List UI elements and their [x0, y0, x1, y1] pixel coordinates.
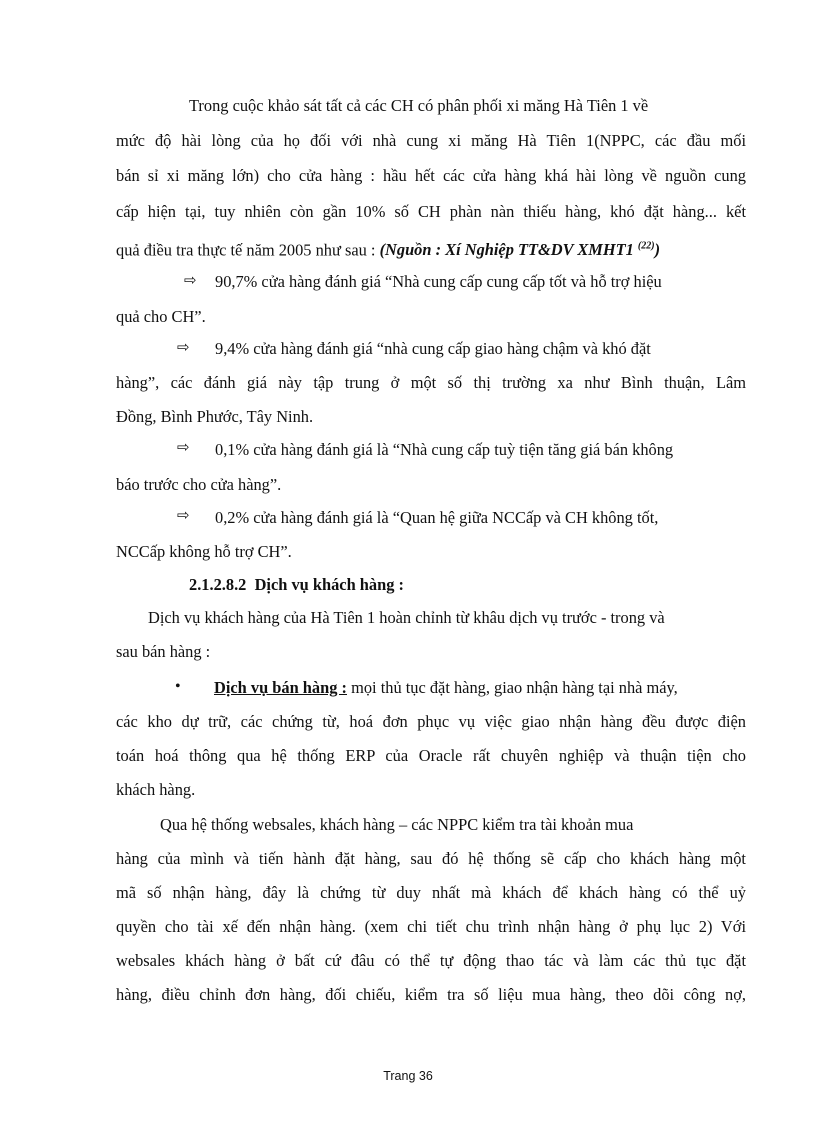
- para1-line5: [116, 237, 660, 260]
- source-close: ): [654, 240, 661, 260]
- finding-1-line2: quả cho CH”.: [116, 307, 206, 326]
- source-citation: [380, 240, 660, 259]
- bullet-line2: các kho dự trữ, các chứng từ, hoá đơn phục vụ việc giao nhận hàng đều được điện: [116, 712, 746, 731]
- para2-line4: quyền cho tài xế đến nhận hàng. (xem chi tiết chu trình nhận hàng ở phụ lục 2) Với: [116, 917, 746, 936]
- bullet-line3: toán hoá thông qua hệ thống ERP của Oracle rất chuyên nghiệp và thuận tiện cho: [116, 746, 746, 765]
- section-title: Dịch vụ khách hàng :: [254, 575, 404, 594]
- para1-line4: cấp hiện tại, tuy nhiên còn gần 10% số CH phàn nàn thiếu hàng, khó đặt hàng... kết: [116, 202, 746, 221]
- arrow-icon: ⇨: [177, 338, 190, 356]
- bullet-icon: •: [175, 678, 181, 695]
- finding-4-line2: NCCấp không hỗ trợ CH”.: [116, 542, 292, 561]
- para1-line3: bán sỉ xi măng lớn) cho cửa hàng : hầu hết các cửa hàng khá hài lòng về nguồn cung: [116, 166, 746, 185]
- para2-line1: Qua hệ thống websales, khách hàng – các NPPC kiểm tra tài khoản mua: [160, 815, 634, 834]
- finding-1-line1: 90,7% cửa hàng đánh giá “Nhà cung cấp cung cấp tốt và hỗ trợ hiệu: [215, 272, 662, 291]
- source-ref: (22): [637, 241, 655, 252]
- para2-line2: hàng của mình và tiến hành đặt hàng, sau đó hệ thống sẽ cấp cho khách hàng một: [116, 849, 746, 868]
- para1-line5-text: quả điều tra thực tế năm 2005 như sau :: [116, 240, 376, 260]
- source-text: (Nguồn : Xí Nghiệp TT&DV XMHT1: [379, 240, 634, 260]
- bullet-line1-text: mọi thủ tục đặt hàng, giao nhận hàng tại nhà máy,: [347, 678, 678, 697]
- para2-line5: websales khách hàng ở bất cứ đâu có thể tự động thao tác và làm các thủ tục đặt: [116, 951, 746, 970]
- finding-2-line1: 9,4% cửa hàng đánh giá “nhà cung cấp giao hàng chậm và khó đặt: [215, 339, 651, 358]
- finding-3-line2: báo trước cho cửa hàng”.: [116, 475, 282, 494]
- arrow-icon: ⇨: [184, 271, 197, 289]
- intro-line2: sau bán hàng :: [116, 642, 211, 661]
- section-heading: [189, 575, 404, 595]
- bullet-line1: [214, 678, 678, 698]
- finding-4-line1: 0,2% cửa hàng đánh giá là “Quan hệ giữa NCCấp và CH không tốt,: [215, 508, 659, 527]
- finding-2-line2: hàng”, các đánh giá này tập trung ở một số thị trường xa như Bình thuận, Lâm: [116, 373, 746, 392]
- section-number: 2.1.2.8.2: [189, 575, 247, 594]
- finding-3-line1: 0,1% cửa hàng đánh giá là “Nhà cung cấp tuỳ tiện tăng giá bán không: [215, 440, 674, 459]
- finding-2-line3: Đồng, Bình Phước, Tây Ninh.: [116, 407, 314, 426]
- arrow-icon: ⇨: [177, 506, 190, 524]
- para1-line1: Trong cuộc khảo sát tất cả các CH có phân phối xi măng Hà Tiên 1 về: [189, 96, 649, 115]
- page-number: Trang 36: [383, 1069, 433, 1083]
- intro-line1: Dịch vụ khách hàng của Hà Tiên 1 hoàn chỉnh từ khâu dịch vụ trước - trong và: [148, 608, 665, 627]
- para2-line6: hàng, điều chỉnh đơn hàng, đối chiếu, kiểm tra số liệu mua hàng, theo dõi công nợ,: [116, 985, 746, 1004]
- bullet-line4: khách hàng.: [116, 780, 196, 799]
- para1-line2: mức độ hài lòng của họ đối với nhà cung xi măng Hà Tiên 1(NPPC, các đầu mối: [116, 131, 746, 150]
- arrow-icon: ⇨: [177, 438, 190, 456]
- bullet-label: Dịch vụ bán hàng :: [214, 678, 347, 697]
- para2-line3: mã số nhận hàng, đây là chứng từ duy nhất mà khách để khách hàng có thể uỷ: [116, 883, 746, 902]
